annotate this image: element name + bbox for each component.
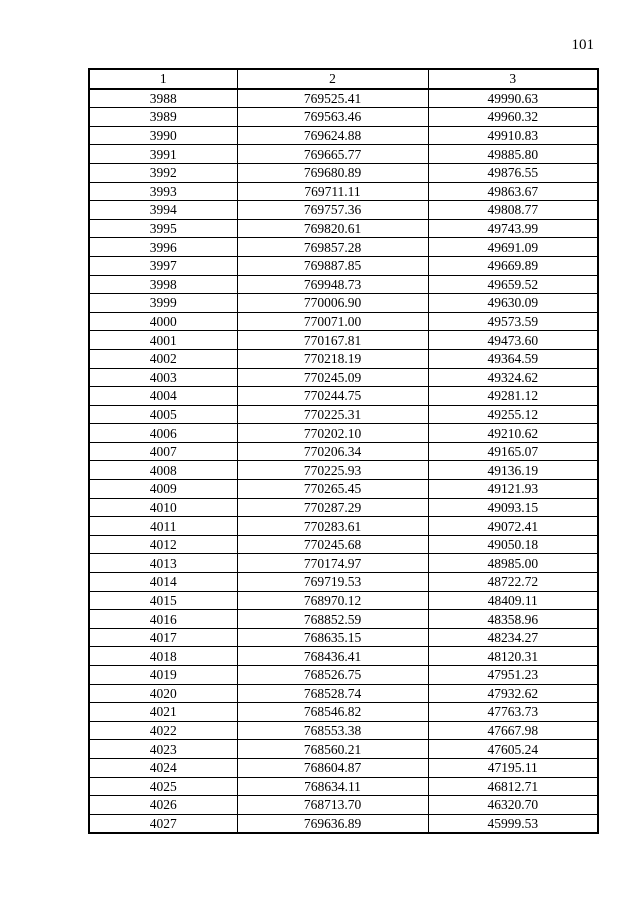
point-number-cell: 3990 bbox=[89, 126, 237, 145]
point-number-cell: 3999 bbox=[89, 294, 237, 313]
point-number-cell: 3991 bbox=[89, 145, 237, 164]
table-row bbox=[89, 238, 598, 257]
y-coordinate-cell: 49324.62 bbox=[428, 368, 598, 387]
table-row bbox=[89, 368, 598, 387]
point-number-cell: 4013 bbox=[89, 554, 237, 573]
point-number-cell: 4004 bbox=[89, 387, 237, 406]
table-row bbox=[89, 349, 598, 368]
table-row bbox=[89, 573, 598, 592]
point-number-cell: 4006 bbox=[89, 424, 237, 443]
y-coordinate-cell: 49630.09 bbox=[428, 294, 598, 313]
table-row bbox=[89, 777, 598, 796]
y-coordinate-cell: 49659.52 bbox=[428, 275, 598, 294]
table-row bbox=[89, 405, 598, 424]
x-coordinate-cell: 768634.11 bbox=[237, 777, 428, 796]
column-header-3: 3 bbox=[428, 69, 598, 89]
x-coordinate-cell: 770174.97 bbox=[237, 554, 428, 573]
x-coordinate-cell: 769719.53 bbox=[237, 573, 428, 592]
x-coordinate-cell: 770225.31 bbox=[237, 405, 428, 424]
x-coordinate-cell: 770071.00 bbox=[237, 312, 428, 331]
y-coordinate-cell: 49808.77 bbox=[428, 201, 598, 220]
table-row bbox=[89, 424, 598, 443]
x-coordinate-cell: 769665.77 bbox=[237, 145, 428, 164]
table-row bbox=[89, 740, 598, 759]
point-number-cell: 4011 bbox=[89, 517, 237, 536]
table-row bbox=[89, 721, 598, 740]
x-coordinate-cell: 770218.19 bbox=[237, 349, 428, 368]
x-coordinate-cell: 769680.89 bbox=[237, 163, 428, 182]
coordinates-table bbox=[88, 68, 599, 834]
point-number-cell: 3997 bbox=[89, 256, 237, 275]
point-number-cell: 3989 bbox=[89, 108, 237, 127]
table-header-row bbox=[89, 69, 598, 89]
table-row bbox=[89, 554, 598, 573]
y-coordinate-cell: 46320.70 bbox=[428, 796, 598, 815]
point-number-cell: 4008 bbox=[89, 461, 237, 480]
point-number-cell: 3992 bbox=[89, 163, 237, 182]
point-number-cell: 4001 bbox=[89, 331, 237, 350]
point-number-cell: 4018 bbox=[89, 647, 237, 666]
point-number-cell: 4019 bbox=[89, 666, 237, 685]
table-row bbox=[89, 126, 598, 145]
y-coordinate-cell: 49072.41 bbox=[428, 517, 598, 536]
y-coordinate-cell: 49210.62 bbox=[428, 424, 598, 443]
point-number-cell: 4014 bbox=[89, 573, 237, 592]
point-number-cell: 4024 bbox=[89, 758, 237, 777]
y-coordinate-cell: 47951.23 bbox=[428, 666, 598, 685]
point-number-cell: 4020 bbox=[89, 684, 237, 703]
x-coordinate-cell: 770287.29 bbox=[237, 498, 428, 517]
y-coordinate-cell: 49885.80 bbox=[428, 145, 598, 164]
point-number-cell: 4015 bbox=[89, 591, 237, 610]
y-coordinate-cell: 49255.12 bbox=[428, 405, 598, 424]
y-coordinate-cell: 48120.31 bbox=[428, 647, 598, 666]
y-coordinate-cell: 47605.24 bbox=[428, 740, 598, 759]
table-row bbox=[89, 535, 598, 554]
x-coordinate-cell: 768436.41 bbox=[237, 647, 428, 666]
table-row bbox=[89, 517, 598, 536]
y-coordinate-cell: 49093.15 bbox=[428, 498, 598, 517]
table-row bbox=[89, 461, 598, 480]
x-coordinate-cell: 769820.61 bbox=[237, 219, 428, 238]
y-coordinate-cell: 49364.59 bbox=[428, 349, 598, 368]
x-coordinate-cell: 770202.10 bbox=[237, 424, 428, 443]
y-coordinate-cell: 49876.55 bbox=[428, 163, 598, 182]
table-row bbox=[89, 182, 598, 201]
x-coordinate-cell: 768560.21 bbox=[237, 740, 428, 759]
x-coordinate-cell: 769887.85 bbox=[237, 256, 428, 275]
table-row bbox=[89, 145, 598, 164]
x-coordinate-cell: 769525.41 bbox=[237, 89, 428, 108]
column-header-2: 2 bbox=[237, 69, 428, 89]
table-row bbox=[89, 331, 598, 350]
table-row bbox=[89, 442, 598, 461]
x-coordinate-cell: 770244.75 bbox=[237, 387, 428, 406]
table-row bbox=[89, 387, 598, 406]
y-coordinate-cell: 49990.63 bbox=[428, 89, 598, 108]
table-row bbox=[89, 312, 598, 331]
point-number-cell: 4023 bbox=[89, 740, 237, 759]
x-coordinate-cell: 769636.89 bbox=[237, 814, 428, 833]
x-coordinate-cell: 768526.75 bbox=[237, 666, 428, 685]
x-coordinate-cell: 770265.45 bbox=[237, 480, 428, 499]
y-coordinate-cell: 49136.19 bbox=[428, 461, 598, 480]
table-row bbox=[89, 610, 598, 629]
point-number-cell: 4017 bbox=[89, 628, 237, 647]
table-row bbox=[89, 201, 598, 220]
y-coordinate-cell: 47932.62 bbox=[428, 684, 598, 703]
x-coordinate-cell: 768528.74 bbox=[237, 684, 428, 703]
y-coordinate-cell: 48358.96 bbox=[428, 610, 598, 629]
x-coordinate-cell: 769757.36 bbox=[237, 201, 428, 220]
y-coordinate-cell: 49050.18 bbox=[428, 535, 598, 554]
x-coordinate-cell: 768970.12 bbox=[237, 591, 428, 610]
y-coordinate-cell: 47763.73 bbox=[428, 703, 598, 722]
x-coordinate-cell: 769948.73 bbox=[237, 275, 428, 294]
point-number-cell: 3995 bbox=[89, 219, 237, 238]
point-number-cell: 4012 bbox=[89, 535, 237, 554]
x-coordinate-cell: 768546.82 bbox=[237, 703, 428, 722]
x-coordinate-cell: 768635.15 bbox=[237, 628, 428, 647]
y-coordinate-cell: 48409.11 bbox=[428, 591, 598, 610]
table-row bbox=[89, 256, 598, 275]
point-number-cell: 4009 bbox=[89, 480, 237, 499]
x-coordinate-cell: 768713.70 bbox=[237, 796, 428, 815]
point-number-cell: 3998 bbox=[89, 275, 237, 294]
point-number-cell: 4007 bbox=[89, 442, 237, 461]
table-row bbox=[89, 89, 598, 108]
y-coordinate-cell: 47667.98 bbox=[428, 721, 598, 740]
table-row bbox=[89, 480, 598, 499]
table-row bbox=[89, 294, 598, 313]
y-coordinate-cell: 49165.07 bbox=[428, 442, 598, 461]
x-coordinate-cell: 770206.34 bbox=[237, 442, 428, 461]
x-coordinate-cell: 770167.81 bbox=[237, 331, 428, 350]
point-number-cell: 3993 bbox=[89, 182, 237, 201]
x-coordinate-cell: 770245.68 bbox=[237, 535, 428, 554]
point-number-cell: 4003 bbox=[89, 368, 237, 387]
y-coordinate-cell: 48985.00 bbox=[428, 554, 598, 573]
point-number-cell: 3988 bbox=[89, 89, 237, 108]
point-number-cell: 4002 bbox=[89, 349, 237, 368]
table-row bbox=[89, 647, 598, 666]
page-number: 101 bbox=[571, 37, 594, 53]
y-coordinate-cell: 49573.59 bbox=[428, 312, 598, 331]
table-body bbox=[89, 89, 598, 834]
x-coordinate-cell: 770283.61 bbox=[237, 517, 428, 536]
point-number-cell: 4021 bbox=[89, 703, 237, 722]
point-number-cell: 4000 bbox=[89, 312, 237, 331]
table-row bbox=[89, 628, 598, 647]
point-number-cell: 3996 bbox=[89, 238, 237, 257]
table-row bbox=[89, 684, 598, 703]
y-coordinate-cell: 49121.93 bbox=[428, 480, 598, 499]
table-row bbox=[89, 163, 598, 182]
x-coordinate-cell: 769711.11 bbox=[237, 182, 428, 201]
y-coordinate-cell: 49691.09 bbox=[428, 238, 598, 257]
y-coordinate-cell: 47195.11 bbox=[428, 758, 598, 777]
x-coordinate-cell: 770245.09 bbox=[237, 368, 428, 387]
table-row bbox=[89, 814, 598, 833]
table-row bbox=[89, 498, 598, 517]
y-coordinate-cell: 49960.32 bbox=[428, 108, 598, 127]
y-coordinate-cell: 45999.53 bbox=[428, 814, 598, 833]
column-header-1: 1 bbox=[89, 69, 237, 89]
y-coordinate-cell: 49863.67 bbox=[428, 182, 598, 201]
y-coordinate-cell: 49281.12 bbox=[428, 387, 598, 406]
table-row bbox=[89, 591, 598, 610]
point-number-cell: 4025 bbox=[89, 777, 237, 796]
point-number-cell: 4027 bbox=[89, 814, 237, 833]
table-row bbox=[89, 666, 598, 685]
table-row bbox=[89, 703, 598, 722]
y-coordinate-cell: 49473.60 bbox=[428, 331, 598, 350]
y-coordinate-cell: 49743.99 bbox=[428, 219, 598, 238]
table-row bbox=[89, 758, 598, 777]
x-coordinate-cell: 769624.88 bbox=[237, 126, 428, 145]
table-row bbox=[89, 219, 598, 238]
point-number-cell: 4016 bbox=[89, 610, 237, 629]
y-coordinate-cell: 46812.71 bbox=[428, 777, 598, 796]
y-coordinate-cell: 48722.72 bbox=[428, 573, 598, 592]
y-coordinate-cell: 48234.27 bbox=[428, 628, 598, 647]
y-coordinate-cell: 49910.83 bbox=[428, 126, 598, 145]
x-coordinate-cell: 770006.90 bbox=[237, 294, 428, 313]
y-coordinate-cell: 49669.89 bbox=[428, 256, 598, 275]
table-row bbox=[89, 108, 598, 127]
point-number-cell: 4026 bbox=[89, 796, 237, 815]
point-number-cell: 4005 bbox=[89, 405, 237, 424]
point-number-cell: 4010 bbox=[89, 498, 237, 517]
x-coordinate-cell: 768852.59 bbox=[237, 610, 428, 629]
x-coordinate-cell: 769857.28 bbox=[237, 238, 428, 257]
x-coordinate-cell: 768604.87 bbox=[237, 758, 428, 777]
x-coordinate-cell: 768553.38 bbox=[237, 721, 428, 740]
x-coordinate-cell: 770225.93 bbox=[237, 461, 428, 480]
x-coordinate-cell: 769563.46 bbox=[237, 108, 428, 127]
point-number-cell: 4022 bbox=[89, 721, 237, 740]
point-number-cell: 3994 bbox=[89, 201, 237, 220]
table-row bbox=[89, 796, 598, 815]
table-row bbox=[89, 275, 598, 294]
